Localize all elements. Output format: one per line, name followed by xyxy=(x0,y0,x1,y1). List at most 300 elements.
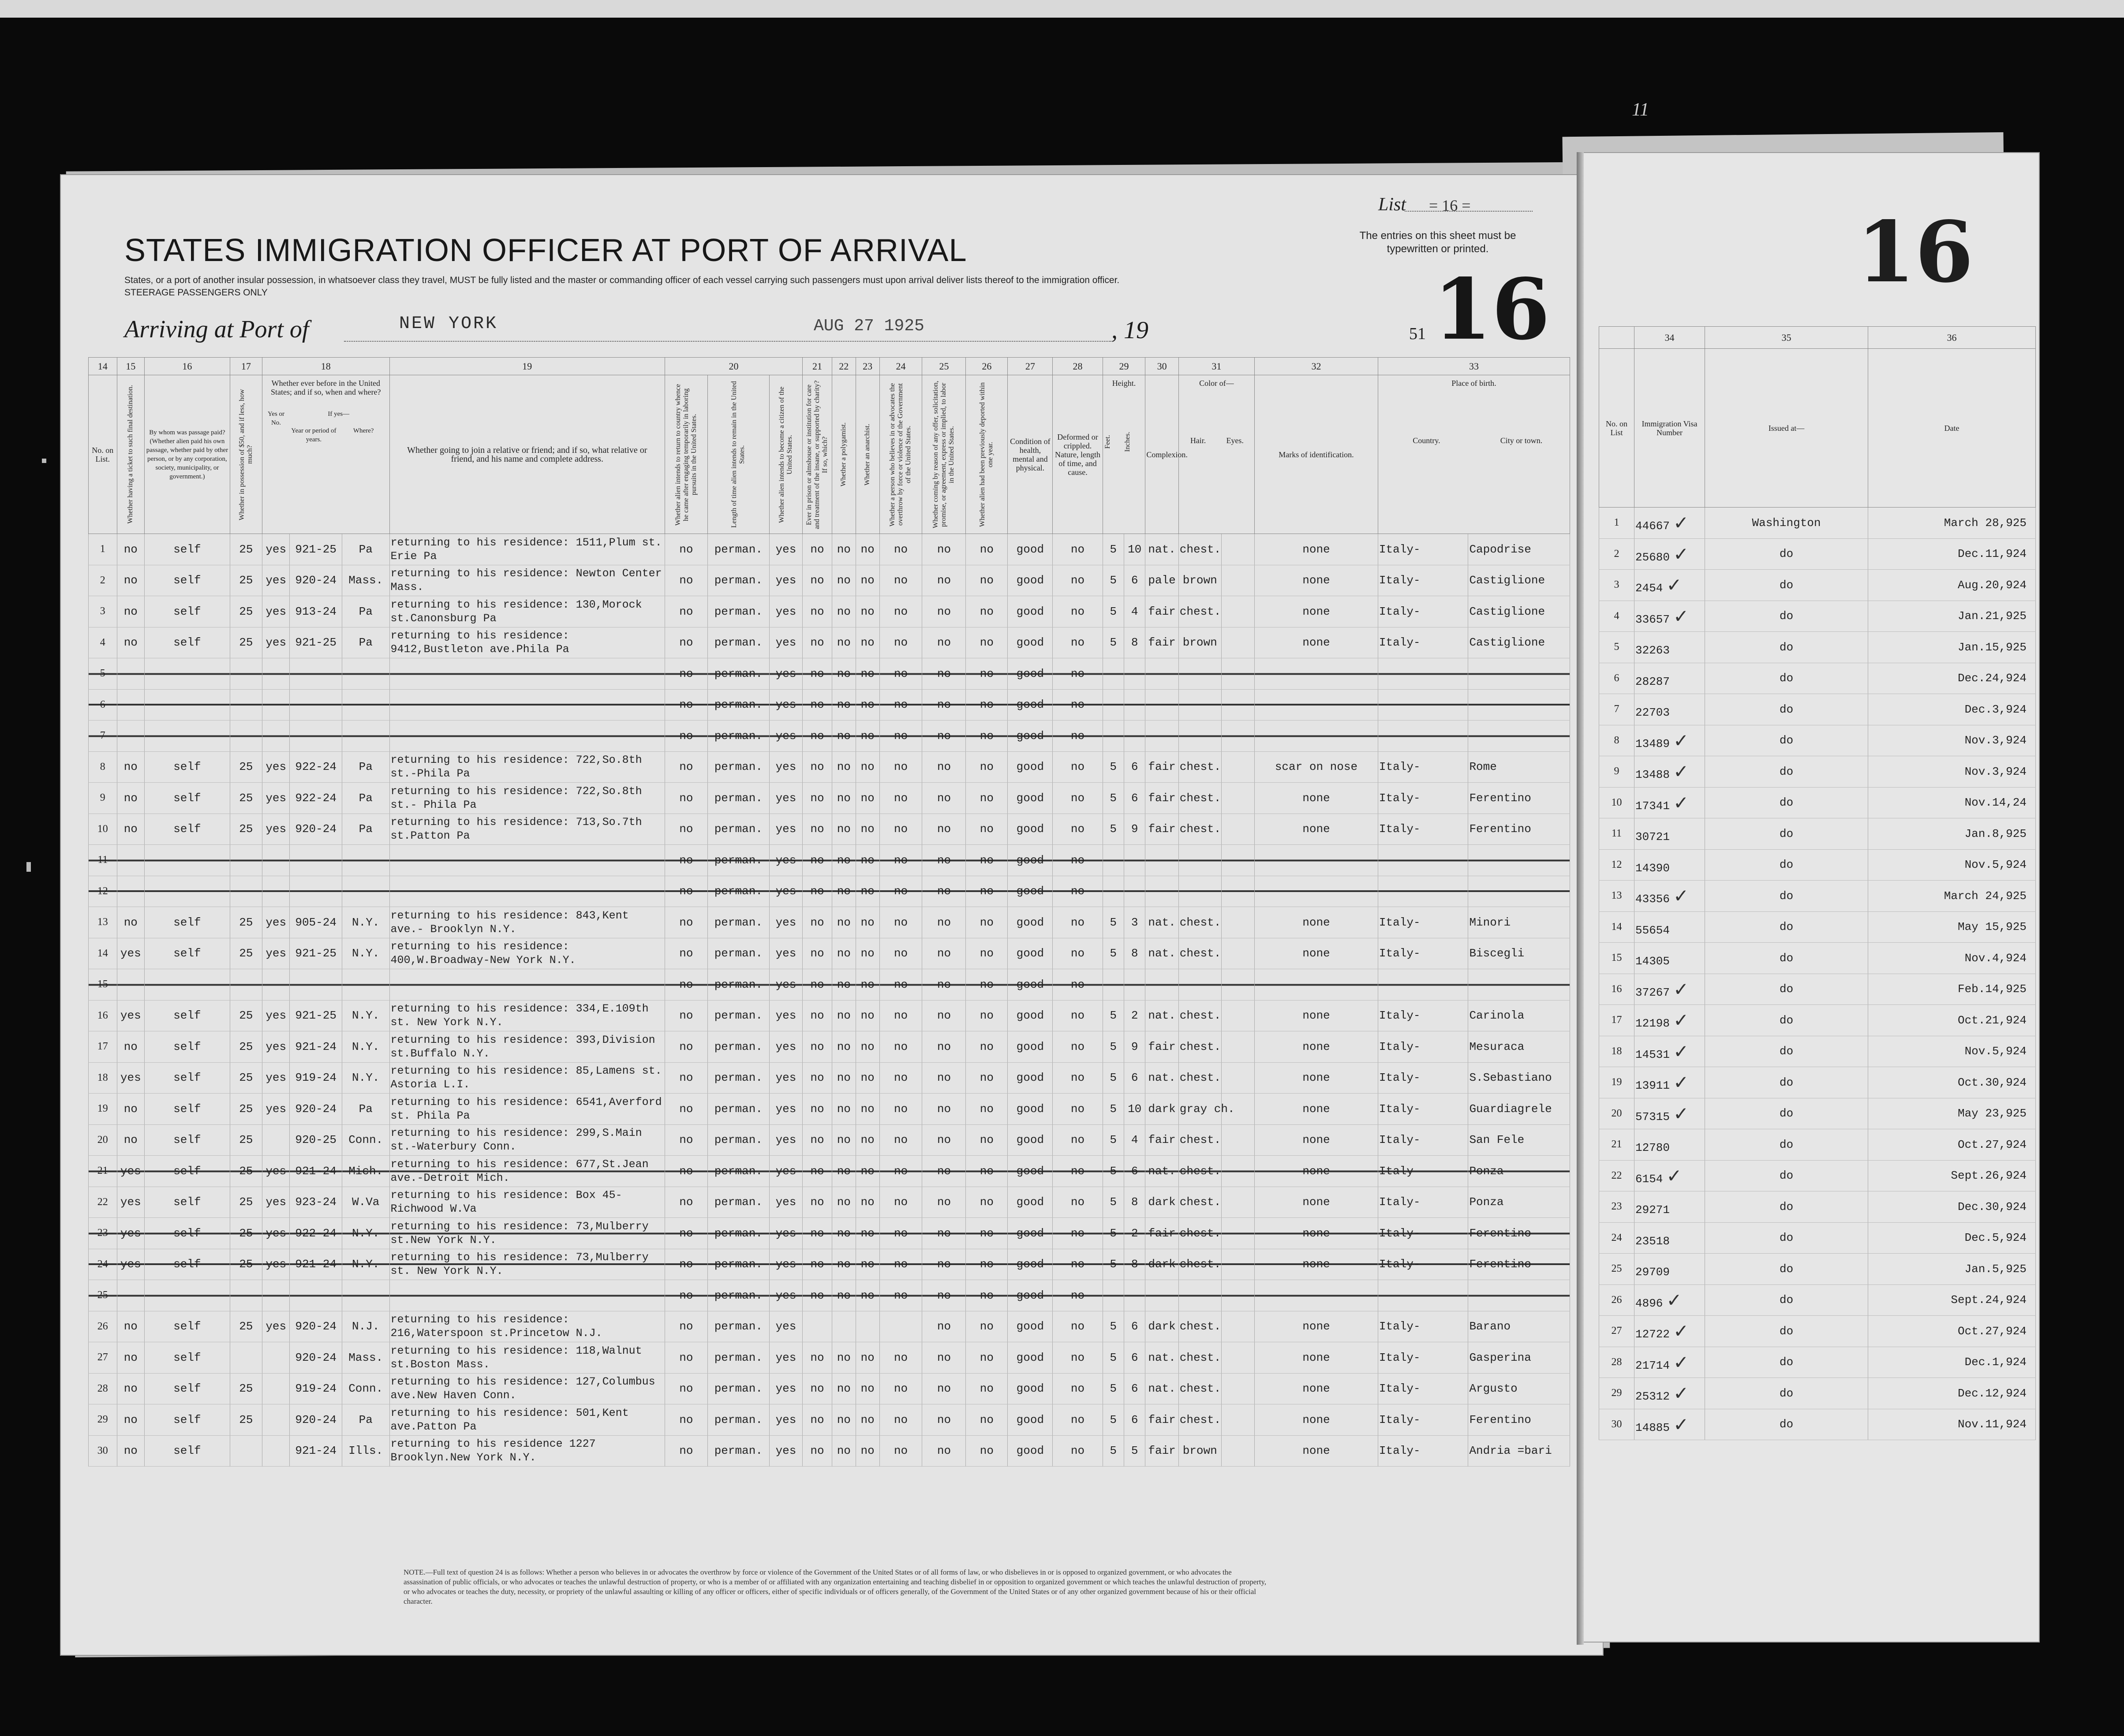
cell-paid xyxy=(145,969,230,1001)
cell-where xyxy=(342,845,389,876)
cell-no: 21 xyxy=(89,1156,117,1187)
cell-health: good xyxy=(1008,1124,1053,1156)
cell-city: Castiglione xyxy=(1468,596,1570,627)
visa-number: 25312 xyxy=(1635,1390,1670,1404)
cell-offer: no xyxy=(922,1124,966,1156)
cell-offer: no xyxy=(922,969,966,1001)
cell-marks: none xyxy=(1255,814,1378,845)
cell-ret: no xyxy=(665,876,707,907)
cell-no: 12 xyxy=(89,876,117,907)
cell-hair xyxy=(1178,876,1221,907)
cell-eyes xyxy=(1221,1280,1254,1311)
cell-complexion: nat. xyxy=(1145,1000,1178,1031)
cell-date: Dec.30,924 xyxy=(1868,1191,2036,1223)
cell-anar: no xyxy=(856,1156,879,1187)
cell-city: Minori xyxy=(1468,907,1570,938)
cell-address: returning to his residence: 127,Columbus ave.New Haven Conn. xyxy=(389,1373,665,1404)
cell-visa xyxy=(1634,1409,1705,1440)
col-num: 31 xyxy=(1178,358,1254,375)
cell-ticket: yes xyxy=(117,1249,144,1280)
cell-no: 9 xyxy=(1599,756,1634,788)
cell-no: 19 xyxy=(89,1094,117,1125)
cell-where xyxy=(342,721,389,752)
header-labor-offer: Whether coming by reason of any offer, solicitation, promise, or agreement, express or implied, to labor in the United States. xyxy=(922,375,966,534)
visa-number: 2454 xyxy=(1635,582,1663,595)
cell-issued: do xyxy=(1705,1098,1868,1129)
cell-prison xyxy=(803,1311,832,1342)
cell-eyes xyxy=(1221,938,1254,969)
cell-offer: no xyxy=(922,1218,966,1249)
cell-prison: no xyxy=(803,658,832,690)
cell-visa xyxy=(1634,663,1705,694)
cell-before xyxy=(262,1280,290,1311)
steerage-label: STEERAGE PASSENGERS ONLY xyxy=(124,287,268,298)
cell-address: returning to his residence: 73,Mulberry st. New York N.Y. xyxy=(389,1249,665,1280)
cell-marks xyxy=(1255,1280,1378,1311)
cell-deported: no xyxy=(966,658,1008,690)
cell-citizen: yes xyxy=(769,907,802,938)
cell-complexion: dark xyxy=(1145,1094,1178,1125)
visa-number: 33657 xyxy=(1635,612,1670,626)
cell-eyes xyxy=(1221,1124,1254,1156)
cell-ticket: no xyxy=(117,627,144,658)
cell-marks: none xyxy=(1255,534,1378,565)
cell-paid: self xyxy=(145,938,230,969)
cell-citizen: yes xyxy=(769,596,802,627)
cell-money xyxy=(230,1342,262,1374)
cell-length: perman. xyxy=(707,1435,769,1467)
cell-money: 25 xyxy=(230,534,262,565)
visa-number: 14305 xyxy=(1635,955,1670,968)
cell-date: Sept.26,924 xyxy=(1868,1160,2036,1191)
cell-no: 27 xyxy=(1599,1316,1634,1347)
cell-citizen: yes xyxy=(769,1156,802,1187)
cell-complexion: fair xyxy=(1145,751,1178,783)
cell-years xyxy=(290,1280,342,1311)
cell-before xyxy=(262,1373,290,1404)
cell-ret: no xyxy=(665,596,707,627)
cell-money xyxy=(230,876,262,907)
cell-deported: no xyxy=(966,565,1008,596)
cell-marks: none xyxy=(1255,1373,1378,1404)
cell-feet: 5 xyxy=(1103,938,1124,969)
cell-paid: self xyxy=(145,1187,230,1218)
cell-citizen: yes xyxy=(769,721,802,752)
cell-ticket: no xyxy=(117,1124,144,1156)
cell-issued: Washington xyxy=(1705,508,1868,539)
col-num: 29 xyxy=(1103,358,1145,375)
list-number: = 16 = xyxy=(1429,197,1471,214)
cell-issued: do xyxy=(1705,538,1868,570)
cell-issued: do xyxy=(1705,818,1868,850)
cell-issued: do xyxy=(1705,1347,1868,1378)
cell-where: N.Y. xyxy=(342,1000,389,1031)
cell-citizen: yes xyxy=(769,1373,802,1404)
cell-marks: none xyxy=(1255,938,1378,969)
cell-offer: no xyxy=(922,565,966,596)
cell-inches xyxy=(1124,876,1145,907)
cell-visa xyxy=(1634,1036,1705,1067)
cell-inches: 6 xyxy=(1124,1373,1145,1404)
cell-before: yes xyxy=(262,1156,290,1187)
visa-number: 17341 xyxy=(1635,799,1670,813)
visa-number: 14390 xyxy=(1635,861,1670,875)
checkmark-icon: ✓ xyxy=(1666,1165,1682,1187)
visa-number: 22703 xyxy=(1635,706,1670,720)
checkmark-icon: ✓ xyxy=(1673,1040,1689,1062)
cell-country xyxy=(1378,1280,1468,1311)
cell-deformed: no xyxy=(1053,1094,1103,1125)
cell-country xyxy=(1378,689,1468,721)
header-color: Color of— Hair. Eyes. xyxy=(1178,375,1254,534)
cell-country: Italy- xyxy=(1378,1124,1468,1156)
cell-offer: no xyxy=(922,689,966,721)
cell-health: good xyxy=(1008,1000,1053,1031)
cell-length: perman. xyxy=(707,1031,769,1063)
cell-where: Pa xyxy=(342,814,389,845)
visa-row xyxy=(1599,632,2036,663)
cell-deported: no xyxy=(966,1404,1008,1436)
table-row xyxy=(89,1311,1570,1342)
cell-feet: 5 xyxy=(1103,1094,1124,1125)
cell-anar: no xyxy=(856,1249,879,1280)
cell-length: perman. xyxy=(707,1124,769,1156)
cell-eyes xyxy=(1221,627,1254,658)
cell-deformed: no xyxy=(1053,721,1103,752)
visa-row xyxy=(1599,1284,2036,1316)
cell-anar: no xyxy=(856,1435,879,1467)
cell-hair: chest. xyxy=(1178,907,1221,938)
cell-anar: no xyxy=(856,1031,879,1063)
col-num: 18 xyxy=(262,358,390,375)
cell-marks: none xyxy=(1255,1094,1378,1125)
table-row xyxy=(89,876,1570,907)
cell-deported: no xyxy=(966,627,1008,658)
cell-complexion: dark xyxy=(1145,1249,1178,1280)
cell-before xyxy=(262,845,290,876)
cell-ret: no xyxy=(665,689,707,721)
cell-paid: self xyxy=(145,1156,230,1187)
cell-no: 20 xyxy=(89,1124,117,1156)
cell-eyes xyxy=(1221,534,1254,565)
cell-visa xyxy=(1634,1316,1705,1347)
cell-feet: 5 xyxy=(1103,627,1124,658)
cell-city: Ferentino xyxy=(1468,783,1570,814)
cell-address: returning to his residence: 299,S.Main st.-Waterbury Conn. xyxy=(389,1124,665,1156)
cell-offer: no xyxy=(922,876,966,907)
cell-deformed: no xyxy=(1053,1124,1103,1156)
cell-where xyxy=(342,969,389,1001)
cell-issued: do xyxy=(1705,911,1868,943)
cell-paid: self xyxy=(145,534,230,565)
col-num: 30 xyxy=(1145,358,1178,375)
cell-money: 25 xyxy=(230,1187,262,1218)
cell-deformed: no xyxy=(1053,783,1103,814)
cell-prison: no xyxy=(803,783,832,814)
checkmark-icon: ✓ xyxy=(1673,978,1689,1000)
cell-country: Italy- xyxy=(1378,596,1468,627)
cell-hair: chest. xyxy=(1178,1249,1221,1280)
side-number-row xyxy=(1599,327,2036,349)
cell-prison: no xyxy=(803,907,832,938)
cell-hair: chest. xyxy=(1178,1404,1221,1436)
visa-row xyxy=(1599,818,2036,850)
cell-country: Italy- xyxy=(1378,1249,1468,1280)
visa-number: 13911 xyxy=(1635,1079,1670,1093)
checkmark-icon: ✓ xyxy=(1666,574,1682,596)
cell-health: good xyxy=(1008,969,1053,1001)
cell-no: 8 xyxy=(1599,725,1634,756)
cell-paid xyxy=(145,721,230,752)
cell-hair: chest. xyxy=(1178,1156,1221,1187)
table-row xyxy=(89,1156,1570,1187)
cell-no: 2 xyxy=(89,565,117,596)
cell-prison: no xyxy=(803,534,832,565)
cell-deformed: no xyxy=(1053,627,1103,658)
cell-no: 28 xyxy=(1599,1347,1634,1378)
cell-ticket: yes xyxy=(117,1062,144,1094)
cell-length: perman. xyxy=(707,1249,769,1280)
cell-complexion xyxy=(1145,721,1178,752)
cell-health: good xyxy=(1008,1094,1053,1125)
cell-ret: no xyxy=(665,534,707,565)
cell-money: 25 xyxy=(230,814,262,845)
cell-no: 14 xyxy=(89,938,117,969)
cell-no: 6 xyxy=(1599,663,1634,694)
cell-date: Jan.8,925 xyxy=(1868,818,2036,850)
cell-overthrow: no xyxy=(879,1094,922,1125)
cell-deported: no xyxy=(966,845,1008,876)
cell-no: 17 xyxy=(1599,1005,1634,1036)
cell-deformed: no xyxy=(1053,565,1103,596)
cell-deported: no xyxy=(966,1373,1008,1404)
cell-money: 25 xyxy=(230,783,262,814)
cell-deported: no xyxy=(966,596,1008,627)
cell-anar: no xyxy=(856,1062,879,1094)
cell-issued: do xyxy=(1705,1067,1868,1098)
visa-number: 21714 xyxy=(1635,1359,1670,1372)
table-row xyxy=(89,783,1570,814)
col-num: 25 xyxy=(922,358,966,375)
cell-address xyxy=(389,876,665,907)
cell-visa xyxy=(1634,1067,1705,1098)
visa-row xyxy=(1599,1098,2036,1129)
table-row xyxy=(89,1094,1570,1125)
cell-no: 18 xyxy=(1599,1036,1634,1067)
cell-country xyxy=(1378,876,1468,907)
year-label: , 19 xyxy=(1111,317,1148,344)
cell-ticket: no xyxy=(117,1435,144,1467)
typewrite-note: The entries on this sheet must be typewritten or printed. xyxy=(1359,230,1516,255)
cell-overthrow: no xyxy=(879,1404,922,1436)
cell-ret: no xyxy=(665,1124,707,1156)
cell-date: Dec.11,924 xyxy=(1868,538,2036,570)
cell-city xyxy=(1468,969,1570,1001)
cell-no: 23 xyxy=(1599,1191,1634,1223)
table-row xyxy=(89,534,1570,565)
cell-no: 16 xyxy=(1599,974,1634,1005)
cell-visa xyxy=(1634,1005,1705,1036)
cell-overthrow: no xyxy=(879,1435,922,1467)
cell-ticket: no xyxy=(117,534,144,565)
cell-address: returning to his residence: 334,E.109th st. New York N.Y. xyxy=(389,1000,665,1031)
col-num: 22 xyxy=(832,358,856,375)
cell-prison: no xyxy=(803,1280,832,1311)
cell-no: 22 xyxy=(89,1187,117,1218)
cell-citizen: yes xyxy=(769,1249,802,1280)
cell-address: returning to his residence: 6541,Averford st. Phila Pa xyxy=(389,1094,665,1125)
cell-city: Ferentino xyxy=(1468,1249,1570,1280)
cell-before xyxy=(262,1342,290,1374)
cell-years: 921-25 xyxy=(290,938,342,969)
cell-where: N.Y. xyxy=(342,907,389,938)
cell-health: good xyxy=(1008,1342,1053,1374)
cell-years: 905-24 xyxy=(290,907,342,938)
cell-overthrow: no xyxy=(879,534,922,565)
cell-hair xyxy=(1178,969,1221,1001)
cell-feet: 5 xyxy=(1103,1404,1124,1436)
cell-feet: 5 xyxy=(1103,1373,1124,1404)
cell-anar: no xyxy=(856,876,879,907)
cell-ret: no xyxy=(665,907,707,938)
cell-length: perman. xyxy=(707,845,769,876)
cell-citizen: yes xyxy=(769,689,802,721)
cell-city xyxy=(1468,658,1570,690)
cell-marks: none xyxy=(1255,783,1378,814)
visa-row xyxy=(1599,1129,2036,1161)
cell-issued: do xyxy=(1705,1160,1868,1191)
cell-no: 19 xyxy=(1599,1067,1634,1098)
col-num: 33 xyxy=(1378,358,1570,375)
cell-offer: no xyxy=(922,845,966,876)
visa-row xyxy=(1599,725,2036,756)
header-joining: Whether going to join a relative or friend; and if so, what relative or friend, and his name and complete address. xyxy=(389,375,665,534)
cell-complexion xyxy=(1145,845,1178,876)
cell-prison: no xyxy=(803,689,832,721)
cell-eyes xyxy=(1221,845,1254,876)
cell-hair: chest. xyxy=(1178,751,1221,783)
cell-visa xyxy=(1634,601,1705,632)
cell-no: 3 xyxy=(89,596,117,627)
cell-money: 25 xyxy=(230,1062,262,1094)
cell-date: Dec.1,924 xyxy=(1868,1347,2036,1378)
cell-anar: no xyxy=(856,783,879,814)
cell-country: Italy- xyxy=(1378,814,1468,845)
cell-offer: no xyxy=(922,751,966,783)
cell-health: good xyxy=(1008,907,1053,938)
cell-overthrow: no xyxy=(879,1124,922,1156)
cell-issued: do xyxy=(1705,663,1868,694)
cell-money: 25 xyxy=(230,1218,262,1249)
cell-ret: no xyxy=(665,1094,707,1125)
cell-marks xyxy=(1255,845,1378,876)
cell-no: 24 xyxy=(1599,1222,1634,1254)
cell-no: 5 xyxy=(1599,632,1634,663)
cell-where: Mass. xyxy=(342,565,389,596)
cell-inches: 8 xyxy=(1124,627,1145,658)
cell-health: good xyxy=(1008,751,1053,783)
cell-eyes xyxy=(1221,1311,1254,1342)
cell-complexion: fair xyxy=(1145,1031,1178,1063)
cell-citizen: yes xyxy=(769,1435,802,1467)
cell-city xyxy=(1468,876,1570,907)
cell-citizen: yes xyxy=(769,1124,802,1156)
cell-length: perman. xyxy=(707,534,769,565)
cell-years xyxy=(290,689,342,721)
cell-deformed: no xyxy=(1053,689,1103,721)
cell-eyes xyxy=(1221,1218,1254,1249)
col-num: 19 xyxy=(389,358,665,375)
cell-deformed: no xyxy=(1053,969,1103,1001)
cell-ret: no xyxy=(665,1280,707,1311)
cell-marks: none xyxy=(1255,1342,1378,1374)
cell-prison: no xyxy=(803,721,832,752)
cell-ticket: no xyxy=(117,1094,144,1125)
cell-years xyxy=(290,969,342,1001)
cell-feet: 5 xyxy=(1103,1435,1124,1467)
cell-offer: no xyxy=(922,627,966,658)
cell-length: perman. xyxy=(707,658,769,690)
cell-before: yes xyxy=(262,814,290,845)
cell-date: Oct.30,924 xyxy=(1868,1067,2036,1098)
cell-visa xyxy=(1634,818,1705,850)
cell-ticket xyxy=(117,1280,144,1311)
cell-no: 14 xyxy=(1599,911,1634,943)
cell-where: Pa xyxy=(342,596,389,627)
cell-complexion: fair xyxy=(1145,1404,1178,1436)
header-purpose-length: Length of time alien intends to remain in the United States. xyxy=(707,375,769,534)
cell-prison: no xyxy=(803,938,832,969)
cell-before: yes xyxy=(262,1249,290,1280)
cell-inches: 9 xyxy=(1124,814,1145,845)
checkmark-icon: ✓ xyxy=(1673,885,1689,907)
cell-poly: no xyxy=(832,814,856,845)
cell-length: perman. xyxy=(707,627,769,658)
cell-no: 4 xyxy=(89,627,117,658)
cell-inches: 8 xyxy=(1124,1249,1145,1280)
cell-issued: do xyxy=(1705,601,1868,632)
checkmark-icon: ✓ xyxy=(1673,1071,1689,1094)
cell-prison: no xyxy=(803,845,832,876)
cell-no: 15 xyxy=(1599,943,1634,974)
cell-overthrow: no xyxy=(879,876,922,907)
cell-money: 25 xyxy=(230,1249,262,1280)
cell-deported: no xyxy=(966,1249,1008,1280)
cell-ticket: yes xyxy=(117,938,144,969)
cell-ret: no xyxy=(665,938,707,969)
visa-number: 4896 xyxy=(1635,1296,1663,1310)
cell-inches xyxy=(1124,658,1145,690)
header-deported: Whether alien had been previously deported within one year. xyxy=(966,375,1008,534)
visa-table xyxy=(1599,326,2036,1440)
cell-before: yes xyxy=(262,783,290,814)
table-row xyxy=(89,1187,1570,1218)
cell-money: 25 xyxy=(230,1373,262,1404)
cell-eyes xyxy=(1221,565,1254,596)
table-row xyxy=(89,565,1570,596)
header-prison: Ever in prison or almshouse or institution for care and treatment of the insane, or supported by charity? If so, which? xyxy=(803,375,832,534)
cell-visa xyxy=(1634,849,1705,881)
cell-country: Italy- xyxy=(1378,534,1468,565)
visa-number: 37267 xyxy=(1635,986,1670,999)
cell-length: perman. xyxy=(707,596,769,627)
visa-row xyxy=(1599,570,2036,601)
cell-issued: do xyxy=(1705,1378,1868,1409)
cell-ticket: yes xyxy=(117,1000,144,1031)
cell-complexion: dark xyxy=(1145,1187,1178,1218)
cell-poly: no xyxy=(832,1124,856,1156)
col-num: 21 xyxy=(803,358,832,375)
